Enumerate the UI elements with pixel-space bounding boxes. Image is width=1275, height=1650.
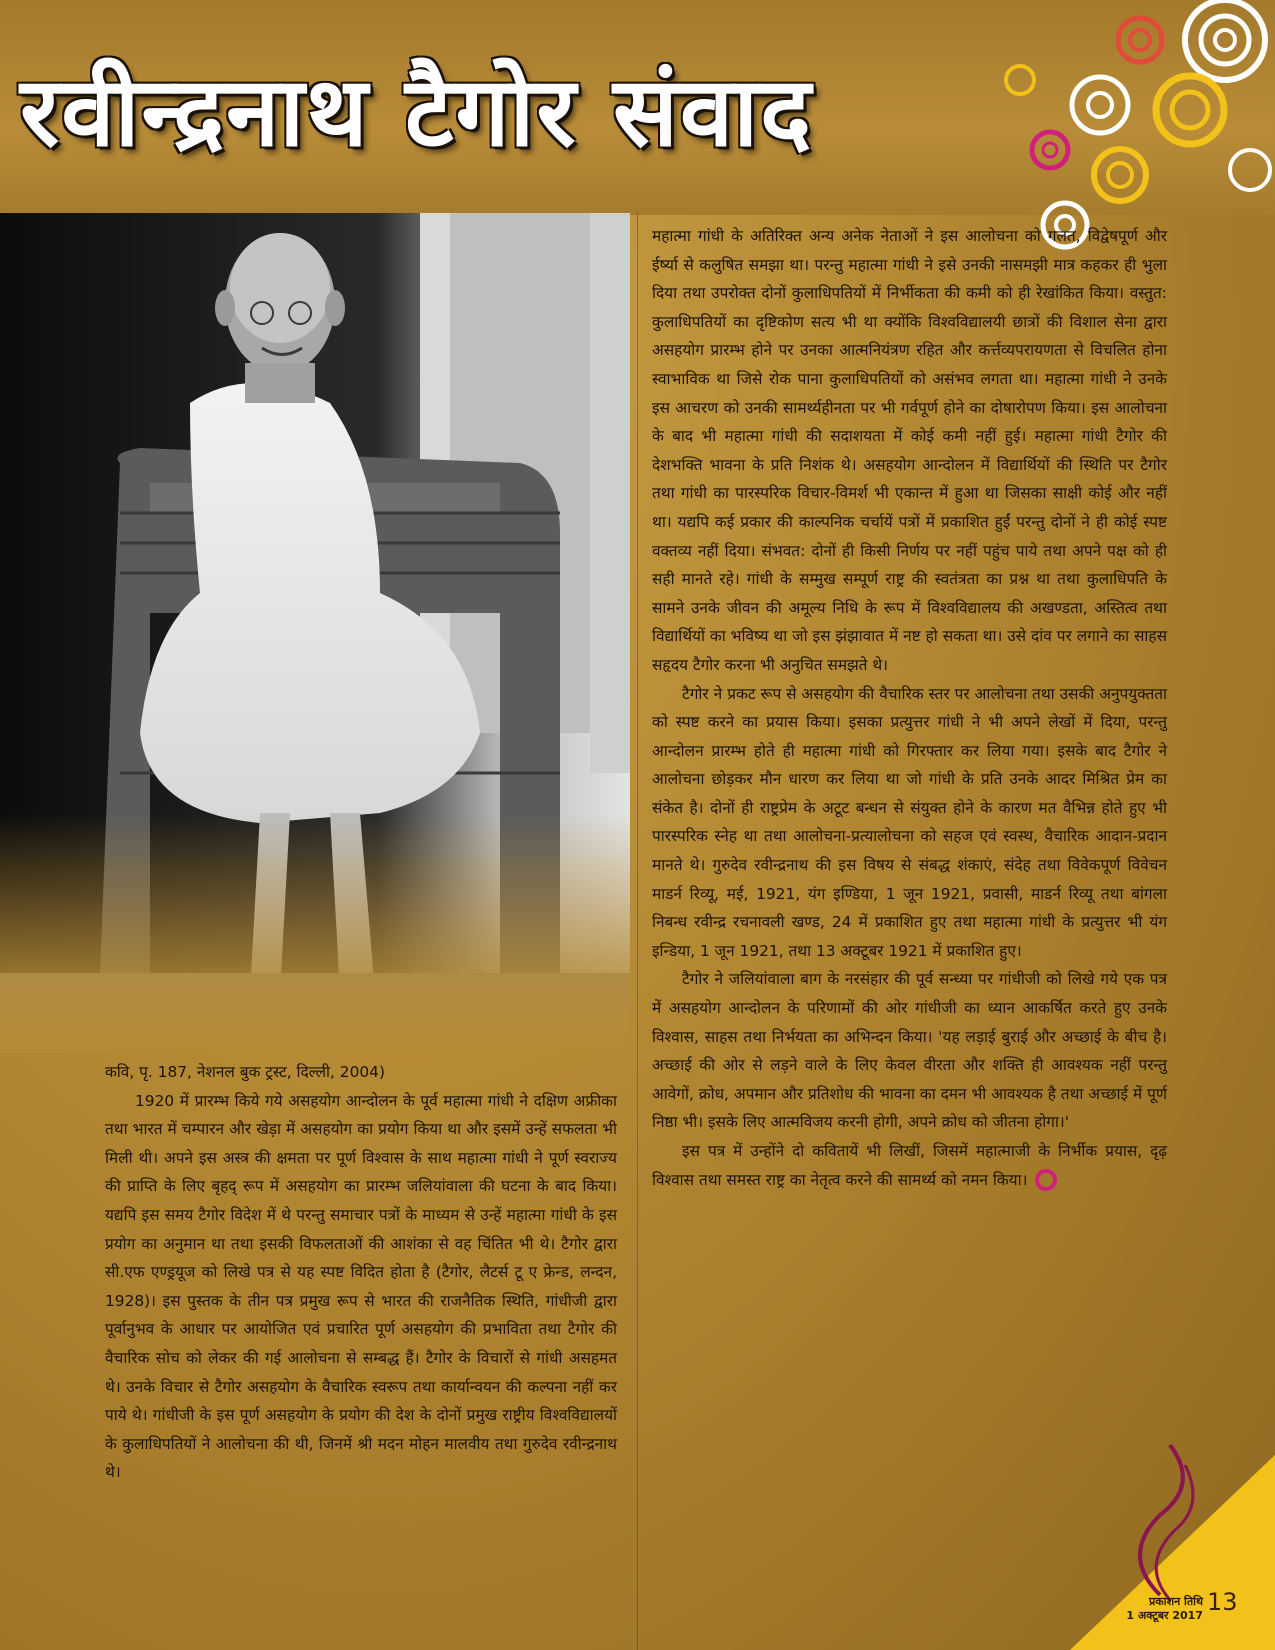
right-text-column [652, 222, 1167, 1194]
photo-fade [0, 813, 630, 1053]
page-number: 13 [1207, 1588, 1238, 1616]
paragraph-final [652, 1137, 1167, 1194]
paragraph: 1920 में प्रारम्भ किये गये असहयोग आन्दोलन के पूर्व महात्मा गांधी ने दक्षिण अफ्रीका तथा भारत में चम्पारन और खेड़ा में असहयोग का प्रयोग किया था और इसमें उन्हें सफलता भी मिली थी। अपने इस अस्त्र की क्षमता पर पूर्ण विश्वास के साथ महात्मा गांधी ने पूर्ण स्वराज्य की प्राप्ति के लिए बृहद् रूप में असहयोग का प्रारम्भ जलियांवाला की घटना के बाद किया। यद्यपि इस समय टैगोर विदेश में थे परन्तु समाचार पत्रों के माध्यम से उन्हें महात्मा गांधी के इस प्रयोग का अनुमान था तथा इसकी विफलताओं की आशंका से वह चिंतित भी थे। टैगोर द्वारा सी.एफ एण्ड्रयूज को लिखे पत्र से यह स्पष्ट विदित होता है (टैगोर, लैटर्स टू ए फ्रेन्ड, लन्दन, 1928)। इस पुस्तक के तीन पत्र प्रमुख रूप से भारत की राजनैतिक स्थिति, गांधीजी द्वारा पूर्वानुभव के आधार पर आयोजित एवं प्रचारित पूर्ण असहयोग की प्रभाविता तथा टैगोर की वैचारिक सोच को लेकर की गई आलोचना से सम्बद्ध हैं। टैगोर के विचारों से गांधी असहमत थे। उनके विचार से टैगोर असहयोग के वैचारिक स्वरूप तथा कार्यान्वयन की कल्पना नहीं कर पाये थे। गांधीजी के इस पूर्ण असहयोग के प्रयोग की देश के दोनों प्रमुख राष्ट्रीय विश्वविद्यालयों के कुलाधिपतियों ने आलोचना की थी, जिनमें श्री मदन मोहन मालवीय तथा गुरुदेव रवीन्द्रनाथ थे। [105, 1091, 617, 1482]
publication-date [1126, 1595, 1203, 1623]
paragraph-final-text: इस पत्र में उन्होंने दो कवितायें भी लिखीं, जिसमें महात्माजी के निर्भीक प्रयास, दृढ़ विश्वास तथा समस्त राष्ट्र का नेतृत्व करने की सामर्थ्य को नमन किया। [652, 1142, 1167, 1189]
paragraph: टैगोर ने प्रकट रूप से असहयोग की वैचारिक स्तर पर आलोचना तथा उसकी अनुपयुक्तता को स्पष्ट करने का प्रयास किया। इसका प्रत्युत्तर गांधी ने भी अपने लेखों में दिया, परन्तु आन्दोलन प्रारम्भ होते ही महात्मा गांधी को गिरफ्तार कर लिया गया। इसके बाद टैगोर ने आलोचना छोड़कर मौन धारण कर लिया था जो गांधी के प्रति उनके आदर मिश्रित प्रेम का संकेत है। दोनों ही राष्ट्रप्रेम के अटूट बन्धन से संयुक्त होने के कारण मत वैभिन्न होते हुए भी पारस्परिक स्नेह था तथा आलोचना-प्रत्यालोचना को सहज एवं स्वस्थ, वैचारिक आदान-प्रदान मानते थे। गुरुदेव रवीन्द्रनाथ की इस विषय से संबद्ध शंकाएं, संदेह तथा विवेकपूर्ण विवेचन माडर्न रिव्यू, मई, 1921, यंग इण्डिया, 1 जून 1921, प्रवासी, माडर्न रिव्यू तथा बांगला निबन्ध रवीन्द्र रचनावली खण्ड, 24 में प्रकाशित हुए तथा महात्मा गांधी के प्रत्युत्तर भी यंग इन्डिया, 1 जून 1921, तथा 13 अक्टूबर 1921 में प्रकाशित हुए। [652, 684, 1167, 960]
gandhi-photo [0, 213, 630, 1053]
page-title: रवीन्द्रनाथ टैगोर संवाद [20, 56, 814, 168]
paragraph: महात्मा गांधी के अतिरिक्त अन्य अनेक नेताओं ने इस आलोचना को गलत, विद्वेषपूर्ण और ईर्ष्या से कलुषित समझा था। परन्तु महात्मा गांधी ने इसे उनकी नासमझी मात्र कहकर ही भुला दिया तथा उपरोक्त दोनों कुलाधिपतियों में निर्भीकता की कमी को ही रेखांकित किया। वस्तुत: कुलाधिपतियों का दृष्टिकोण सत्य भी था क्योंकि विश्वविद्यालयी छात्रों की विशाल सेना द्वारा असहयोग प्रारम्भ होने पर उनका आत्मनियंत्रण रहित और कर्त्तव्यपरायणता से विचलित होना स्वाभाविक था जिसे रोक पाना कुलाधिपतियों को असंभव लगता था। महात्मा गांधी ने उनके इस आचरण को उनकी सामर्थ्यहीनता पर भी गर्वपूर्ण होने का दोषारोपण किया। इस आलोचना के बाद भी महात्मा गांधी की सदाशयता में कोई कमी नहीं हुई। महात्मा गांधी टैगोर की देशभक्ति भावना के प्रति निशंक थे। असहयोग आन्दोलन में विद्यार्थियों की स्थिति पर टैगोर तथा गांधी का पारस्परिक विचार-विमर्श भी एकान्त में हुआ था जिसका साक्षी कोई और नहीं था। यद्यपि कई प्रकार की काल्पनिक चर्चायें पत्रों में प्रकाशित हुईं परन्तु दोनों ने ही कोई स्पष्ट वक्तव्य नहीं दिया। संभवत: दोनों ही किसी निर्णय पर नहीं पहुंच पाये तथा अपने पक्ष को ही सही मानते रहे। गांधी के सम्मुख सम्पूर्ण राष्ट्र की स्वतंत्रता का प्रश्न था तथा कुलाधिपति के सामने उनके जीवन की अमूल्य निधि के रूप में विश्वविद्यालय की अखण्डता, अस्तित्व तथा विद्यार्थियों का भविष्य था जो इस झंझावात में नष्ट हो सकता था। उसे दांव पर लगाने का साहस सहृदय टैगोर करना भी अनुचित समझते थे। [652, 227, 1167, 674]
end-of-article-icon [1035, 1169, 1057, 1191]
column-divider [637, 213, 638, 1650]
left-text-column [105, 1058, 617, 1487]
caption-continuation: कवि, पृ. 187, नेशनल बुक ट्रस्ट, दिल्ली, 2004) [105, 1063, 385, 1081]
publication-date-label: प्रकाशन तिथि [1149, 1595, 1203, 1608]
paragraph: टैगोर ने जलियांवाला बाग के नरसंहार की पूर्व सन्ध्या पर गांधीजी को लिखे गये एक पत्र में असहयोग आन्दोलन के परिणामों की ओर गांधीजी का ध्यान आकर्षित करते हुए उनके विश्वास, साहस तथा निर्भयता का अभिन्दन किया। 'यह लड़ाई बुराई और अच्छाई के बीच है। अच्छाई की ओर से लड़ने वाले के लिए केवल वीरता और शक्ति ही आवश्यक नहीं परन्तु आवेगों, क्रोध, अपमान और प्रतिशोध की भावना का दमन भी आवश्यक है तथा अच्छाई में पूर्ण निष्ठा भी। इसके लिए आत्मविजय करनी होगी, अपने क्रोध को जीतना होगा।' [652, 970, 1167, 1132]
publication-date-value: 1 अक्टूबर 2017 [1126, 1609, 1203, 1622]
